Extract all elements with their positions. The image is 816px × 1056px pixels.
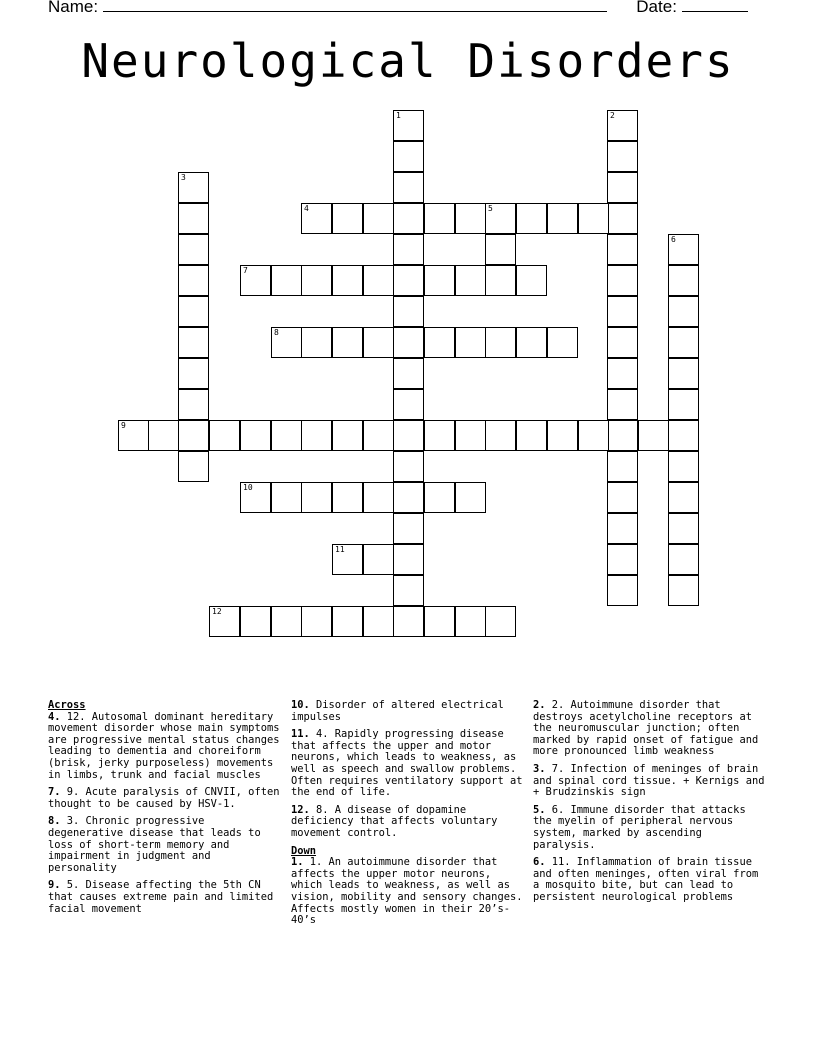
grid-cell[interactable] (424, 420, 455, 451)
clue-item (48, 787, 280, 810)
grid-cell[interactable] (332, 544, 363, 575)
clue-num: 3. (533, 762, 546, 775)
grid-cell[interactable] (668, 327, 699, 358)
grid-cell[interactable] (607, 296, 638, 327)
grid-cell[interactable] (424, 606, 455, 637)
clue-num: 6. (533, 856, 546, 869)
clue-num: 10. (291, 699, 310, 711)
grid-cell[interactable] (455, 482, 486, 513)
grid-cell[interactable] (271, 606, 302, 637)
clue-num: 2. (533, 699, 546, 711)
grid-cell[interactable] (516, 420, 547, 451)
grid-cell[interactable] (178, 451, 209, 482)
clue-num: 11. (291, 728, 310, 741)
grid-cell[interactable] (485, 265, 516, 296)
grid-cell[interactable] (393, 482, 424, 513)
clue-number: 4 (304, 204, 309, 213)
clue-num: 8. (48, 815, 61, 828)
clue-text: 6. Immune disorder that attacks the myelin of peripheral nervous system, marked by ascending paralysis. (533, 803, 746, 851)
grid-cell[interactable] (178, 327, 209, 358)
grid-cell[interactable] (148, 420, 179, 451)
grid-cell[interactable] (516, 203, 547, 234)
clue-text: 3. Chronic progressive degenerative disease that leads to loss of short-term memory and impairment in judgment and personality (48, 815, 261, 874)
grid-cell[interactable] (516, 327, 547, 358)
name-label: Name: (48, 0, 99, 16)
grid-cell[interactable] (118, 420, 149, 451)
clue-number: 2 (610, 111, 615, 120)
across-clue-list (48, 712, 280, 916)
grid-cell[interactable] (516, 265, 547, 296)
grid-cell[interactable] (301, 203, 332, 234)
grid-cell[interactable] (393, 575, 424, 606)
grid-cell[interactable] (393, 327, 424, 358)
grid-cell[interactable] (209, 606, 240, 637)
clue-num: 9. (48, 879, 61, 892)
grid-cell[interactable] (485, 420, 516, 451)
clue-item (48, 712, 280, 782)
grid-cell[interactable] (547, 327, 578, 358)
grid-cell[interactable] (363, 606, 394, 637)
clue-item (48, 816, 280, 874)
grid-cell[interactable] (393, 451, 424, 482)
grid-cell[interactable] (547, 420, 578, 451)
grid-cell[interactable] (363, 327, 394, 358)
clue-number: 6 (671, 235, 676, 244)
clue-item (533, 805, 765, 851)
grid-cell[interactable] (363, 203, 394, 234)
grid-cell[interactable] (332, 482, 363, 513)
grid-cell[interactable] (668, 513, 699, 544)
grid-cell[interactable] (301, 606, 332, 637)
down-clue-list-continued (533, 700, 765, 904)
clue-number: 5 (488, 204, 493, 213)
grid-cell[interactable] (607, 234, 638, 265)
grid-cell[interactable] (607, 482, 638, 513)
grid-cell[interactable] (393, 203, 424, 234)
grid-cell[interactable] (178, 203, 209, 234)
clue-number: 8 (274, 328, 279, 337)
grid-cell[interactable] (178, 389, 209, 420)
grid-cell[interactable] (424, 265, 455, 296)
grid-cell[interactable] (455, 203, 486, 234)
grid-cell[interactable] (271, 265, 302, 296)
grid-cell[interactable] (607, 327, 638, 358)
grid-cell[interactable] (178, 265, 209, 296)
grid-cell[interactable] (393, 606, 424, 637)
grid-cell[interactable] (240, 420, 271, 451)
clue-item (291, 729, 523, 799)
grid-cell[interactable] (578, 203, 609, 234)
grid-cell[interactable] (393, 265, 424, 296)
grid-cell[interactable] (332, 203, 363, 234)
grid-cell[interactable] (668, 544, 699, 575)
clue-number: 11 (335, 545, 345, 554)
clue-text: 1. An autoimmune disorder that affects the upper motor neurons, which leads to weakness, as well as vision, mobility and sensory changes. Affects mostly women in their 20’s-40’s (291, 856, 523, 927)
grid-cell[interactable] (363, 265, 394, 296)
grid-cell[interactable] (332, 606, 363, 637)
grid-cell[interactable] (607, 420, 638, 451)
clue-text: 7. Infection of meninges of brain and spinal cord tissue. + Kernigs and + Brudzinskis sign (533, 762, 765, 799)
clue-text: 12. Autosomal dominant hereditary movement disorder whose main symptoms are progressive mental status changes leading to dementia and choreiform (brisk, jerky purposeless) movements in limbs, trunk and facial muscles (48, 710, 280, 781)
grid-cell[interactable] (424, 203, 455, 234)
clue-number: 7 (243, 266, 248, 275)
clue-item (291, 857, 523, 927)
clue-number: 9 (121, 421, 126, 430)
grid-cell[interactable] (607, 358, 638, 389)
grid-cell[interactable] (332, 327, 363, 358)
grid-cell[interactable] (485, 203, 516, 234)
grid-cell[interactable] (271, 482, 302, 513)
grid-cell[interactable] (301, 327, 332, 358)
clue-number: 12 (212, 607, 222, 616)
clues-column-1 (48, 700, 280, 921)
clue-text: 8. A disease of dopamine deficiency that affects voluntary movement control. (291, 803, 498, 839)
grid-cell[interactable] (607, 513, 638, 544)
page-title: Neurological Disorders (81, 34, 735, 88)
grid-cell[interactable] (607, 544, 638, 575)
grid-cell[interactable] (271, 420, 302, 451)
down-heading: Down (291, 844, 317, 857)
grid-cell[interactable] (393, 172, 424, 203)
grid-cell[interactable] (178, 420, 209, 451)
clue-text: 11. Inflammation of brain tissue and often meninges, often viral from a mosquito bite, but can lead to persistent neurological problems (533, 856, 759, 903)
grid-cell[interactable] (393, 544, 424, 575)
clue-text: 2. Autoimmune disorder that destroys acetylcholine receptors at the neuromuscular junction; often marked by rapid onset of fatigue and more pronounced limb weakness (533, 699, 759, 758)
grid-cell[interactable] (332, 265, 363, 296)
clues-column-3 (533, 700, 765, 910)
grid-cell[interactable] (178, 358, 209, 389)
grid-cell[interactable] (607, 389, 638, 420)
clue-num: 4. (48, 710, 61, 723)
grid-cell[interactable] (393, 110, 424, 141)
grid-cell[interactable] (393, 358, 424, 389)
grid-cell[interactable] (607, 203, 638, 234)
clue-number: 10 (243, 483, 253, 492)
down-clue-list (291, 857, 523, 927)
clue-item (291, 700, 523, 723)
grid-cell[interactable] (547, 203, 578, 234)
across-heading: Across (48, 699, 86, 711)
grid-cell[interactable] (178, 234, 209, 265)
grid-cell[interactable] (363, 482, 394, 513)
clue-number: 1 (396, 111, 401, 120)
grid-cell[interactable] (668, 389, 699, 420)
clue-num: 5. (533, 803, 546, 816)
clue-text: Disorder of altered electrical impulses (291, 699, 504, 723)
grid-cell[interactable] (240, 606, 271, 637)
grid-cell[interactable] (607, 141, 638, 172)
clue-item (533, 764, 765, 799)
grid-cell[interactable] (668, 234, 699, 265)
grid-cell[interactable] (668, 482, 699, 513)
clue-num: 7. (48, 786, 61, 799)
grid-cell[interactable] (271, 327, 302, 358)
grid-cell[interactable] (455, 420, 486, 451)
date-label: Date: (636, 0, 677, 16)
grid-cell[interactable] (668, 358, 699, 389)
grid-cell[interactable] (485, 606, 516, 637)
grid-cell[interactable] (455, 265, 486, 296)
clue-item (533, 857, 765, 903)
clue-num: 12. (291, 803, 310, 816)
grid-cell[interactable] (607, 172, 638, 203)
clue-number: 3 (181, 173, 186, 182)
grid-cell[interactable] (363, 420, 394, 451)
grid-cell[interactable] (393, 141, 424, 172)
clue-text: 5. Disease affecting the 5th CN that causes extreme pain and limited facial movement (48, 879, 274, 915)
clue-item (291, 805, 523, 840)
clue-num: 1. (291, 856, 304, 869)
grid-cell[interactable] (301, 482, 332, 513)
grid-cell[interactable] (607, 110, 638, 141)
grid-cell[interactable] (393, 234, 424, 265)
grid-cell[interactable] (301, 420, 332, 451)
grid-cell[interactable] (578, 420, 609, 451)
grid-cell[interactable] (301, 265, 332, 296)
grid-cell[interactable] (638, 420, 669, 451)
grid-cell[interactable] (393, 389, 424, 420)
grid-cell[interactable] (607, 575, 638, 606)
grid-cell[interactable] (455, 606, 486, 637)
grid-cell[interactable] (424, 482, 455, 513)
grid-cell[interactable] (485, 327, 516, 358)
grid-cell[interactable] (668, 265, 699, 296)
clue-item (48, 880, 280, 915)
grid-cell[interactable] (668, 420, 699, 451)
clue-text: 4. Rapidly progressing disease that affects the upper and motor neurons, which leads to weakness, as well as speech and swallow problems. Often requires ventilatory support at the end of life. (291, 728, 523, 799)
grid-cell[interactable] (332, 420, 363, 451)
grid-cell[interactable] (607, 451, 638, 482)
grid-cell[interactable] (668, 451, 699, 482)
grid-cell[interactable] (209, 420, 240, 451)
grid-cell[interactable] (607, 265, 638, 296)
grid-cell[interactable] (455, 327, 486, 358)
grid-cell[interactable] (668, 575, 699, 606)
grid-cell[interactable] (393, 513, 424, 544)
clue-text: 9. Acute paralysis of CNVII, often thought to be caused by HSV-1. (48, 786, 280, 810)
clue-item (533, 700, 765, 758)
grid-cell[interactable] (240, 482, 271, 513)
grid-cell[interactable] (393, 420, 424, 451)
grid-cell[interactable] (363, 544, 394, 575)
grid-cell[interactable] (240, 265, 271, 296)
grid-cell[interactable] (178, 296, 209, 327)
clues-column-2 (291, 700, 523, 933)
grid-cell[interactable] (424, 327, 455, 358)
grid-cell[interactable] (178, 172, 209, 203)
across-clue-list-continued (291, 700, 523, 840)
grid-cell[interactable] (485, 234, 516, 265)
grid-cell[interactable] (668, 296, 699, 327)
grid-cell[interactable] (393, 296, 424, 327)
